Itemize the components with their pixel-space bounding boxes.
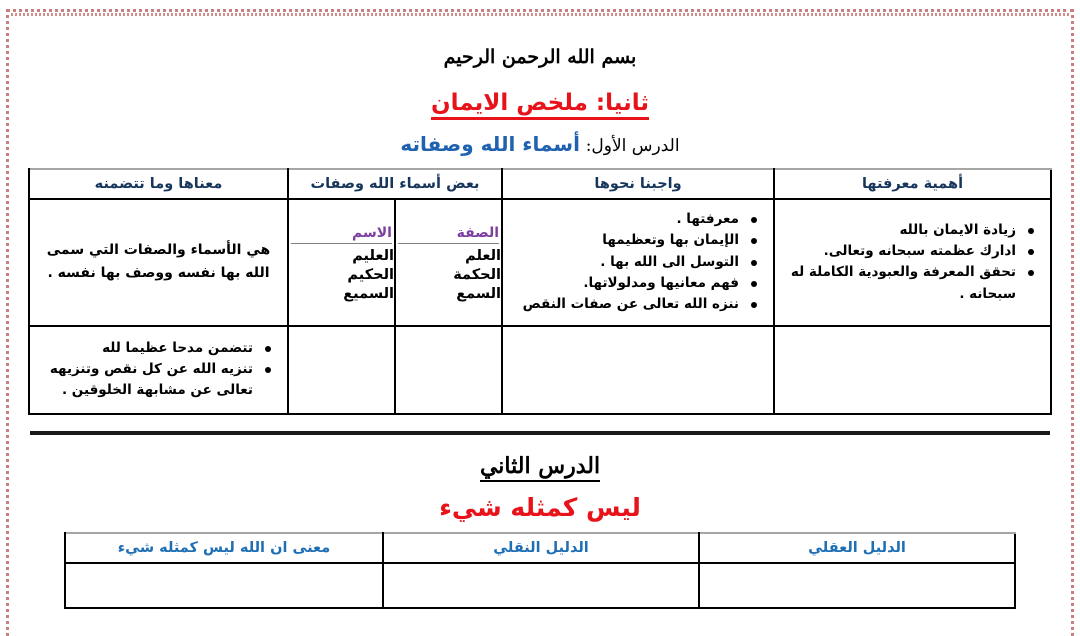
cell-attributes bbox=[395, 199, 502, 326]
basmala-text: بسم الله الرحمن الرحيم bbox=[443, 46, 637, 68]
inner-header-name: الاسم bbox=[291, 203, 392, 244]
table-two-header-textual-proof: الدليل النقلي bbox=[383, 533, 699, 563]
cell-meaning-definition bbox=[65, 563, 383, 608]
table-one-header-importance: أهمية معرفتها bbox=[774, 169, 1051, 199]
lesson-two-subtitle: ليس كمثله شيء bbox=[439, 492, 641, 522]
inner-header-attribute: الصفة bbox=[398, 203, 499, 244]
list-item: معرفتها . bbox=[513, 209, 763, 230]
importance-bullet-list bbox=[775, 211, 1050, 314]
document-page bbox=[14, 16, 1066, 596]
table-row bbox=[29, 326, 1051, 414]
list-item: ادارك عظمته سبحانه وتعالى. bbox=[785, 241, 1040, 262]
list-item: الإيمان بها وتعظيمها bbox=[513, 230, 763, 251]
list-item: زيادة الايمان بالله bbox=[785, 220, 1040, 241]
attribute-values bbox=[396, 244, 501, 322]
list-item: الحكمة bbox=[453, 266, 501, 283]
cell-duties bbox=[502, 199, 774, 326]
list-item: السميع bbox=[343, 285, 394, 302]
lesson-one-heading bbox=[22, 132, 1058, 156]
list-item: تنزيه الله عن كل نقص وتنزيهه تعالى عن مشابهة الخلوقين . bbox=[40, 359, 277, 402]
cell-attributes-empty bbox=[395, 326, 502, 414]
lesson-two-heading bbox=[22, 453, 1058, 479]
section-heading bbox=[22, 90, 1058, 116]
cell-rational-proof bbox=[699, 563, 1015, 608]
table-one-header-names: بعض أسماء الله وصفات bbox=[288, 169, 502, 199]
table-one-header-meaning: معناها وما تتضمنه bbox=[29, 169, 288, 199]
list-item: السمع bbox=[456, 285, 501, 302]
section-divider bbox=[30, 431, 1050, 435]
table-one-header-duties: واجبنا نحوها bbox=[502, 169, 774, 199]
meaning-text: هي الأسماء والصفات التي سمى الله بها نفسه ووصف بها نفسه . bbox=[46, 242, 271, 282]
table-two-header-meaning: معنى ان الله ليس كمثله شيء bbox=[65, 533, 383, 563]
list-item: الحكيم bbox=[347, 266, 394, 283]
lesson-two-title-text: الدرس الثاني bbox=[480, 453, 600, 482]
list-item: تتضمن مدحا عظيما لله bbox=[40, 338, 277, 359]
table-two-header-row bbox=[65, 533, 1015, 563]
list-item: فهم معانيها ومدلولاتها. bbox=[513, 273, 763, 294]
list-item: تحقق المعرفة والعبودية الكاملة له سبحانه . bbox=[785, 262, 1040, 305]
cell-textual-proof bbox=[383, 563, 699, 608]
cell-duties-empty bbox=[502, 326, 774, 414]
table-one-header-row bbox=[29, 169, 1051, 199]
section-heading-text: ثانيا: ملخص الايمان bbox=[431, 90, 649, 120]
cell-names-empty bbox=[288, 326, 395, 414]
cell-names bbox=[288, 199, 395, 326]
table-row bbox=[65, 563, 1015, 608]
lesson-two-table bbox=[64, 532, 1016, 609]
list-item: العليم bbox=[352, 247, 394, 264]
cell-meaning-bullets bbox=[29, 326, 288, 414]
table-two-header-rational-proof: الدليل العقلي bbox=[699, 533, 1015, 563]
table-row bbox=[29, 199, 1051, 326]
lesson-one-label: الدرس الأول: bbox=[585, 136, 680, 156]
lesson-one-title: أسماء الله وصفاته bbox=[400, 132, 580, 156]
cell-meaning bbox=[29, 199, 288, 326]
cell-importance-empty bbox=[774, 326, 1051, 414]
meaning-bullet-list bbox=[30, 329, 287, 411]
list-item: التوسل الى الله بها . bbox=[513, 252, 763, 273]
name-values bbox=[289, 244, 394, 322]
list-item: ننزه الله تعالى عن صفات النقص bbox=[513, 294, 763, 315]
list-item: العلم bbox=[465, 247, 501, 264]
cell-importance bbox=[774, 199, 1051, 326]
duties-bullet-list bbox=[503, 200, 773, 325]
lesson-one-table bbox=[28, 168, 1052, 415]
